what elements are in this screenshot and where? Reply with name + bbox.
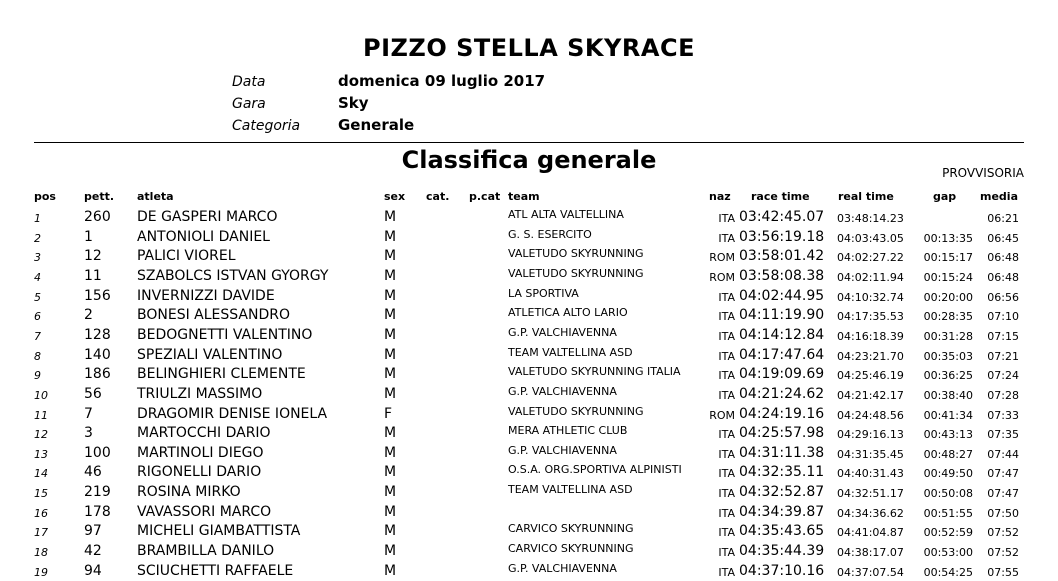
cell-team: G.P. VALCHIAVENNA	[508, 561, 617, 575]
cell-race: 04:17:47.64	[739, 346, 825, 363]
cell-media: 07:47	[987, 487, 1019, 501]
cell-athlete: ANTONIOLI DANIEL	[137, 228, 270, 245]
cell-naz: ITA	[718, 349, 735, 363]
cell-gap: 00:15:17	[923, 251, 973, 265]
cell-gap: 00:53:00	[923, 546, 973, 560]
cell-real: 04:41:04.87	[837, 526, 904, 540]
cell-media: 07:47	[987, 467, 1019, 481]
cell-naz: ITA	[718, 447, 735, 461]
cell-race: 04:19:09.69	[739, 366, 825, 383]
cell-sex: M	[384, 562, 397, 579]
cell-pos: 16	[34, 506, 48, 520]
cell-real: 04:03:43.05	[837, 231, 904, 245]
cell-sex: M	[384, 287, 397, 304]
cell-pos: 14	[34, 467, 48, 481]
cell-race: 04:35:44.39	[739, 543, 825, 560]
cell-gap: 00:28:35	[923, 310, 973, 324]
cell-bib: 100	[84, 444, 111, 461]
cell-athlete: BONESI ALESSANDRO	[137, 307, 290, 324]
cell-media: 06:21	[987, 212, 1019, 225]
cell-pos: 5	[34, 290, 41, 304]
cell-real: 04:32:51.17	[837, 487, 904, 501]
cell-athlete: BELINGHIERI CLEMENTE	[137, 366, 306, 383]
table-row	[0, 405, 1058, 424]
cell-gap: 00:31:28	[923, 329, 973, 343]
info-value-gara: Sky	[338, 94, 369, 112]
col-athlete: atleta	[137, 190, 174, 203]
cell-bib: 178	[84, 503, 111, 520]
info-label-gara: Gara	[232, 96, 266, 112]
cell-race: 04:32:52.87	[739, 484, 825, 501]
cell-gap: 00:51:55	[923, 506, 973, 520]
cell-bib: 42	[84, 543, 102, 560]
cell-naz: ITA	[718, 290, 735, 304]
cell-bib: 94	[84, 562, 102, 579]
cell-race: 04:34:39.87	[739, 503, 825, 520]
cell-pos: 9	[34, 369, 41, 383]
cell-naz: ITA	[718, 506, 735, 520]
cell-pos: 18	[34, 546, 48, 560]
cell-race: 04:14:12.84	[739, 326, 825, 343]
cell-bib: 56	[84, 385, 102, 402]
cell-athlete: RIGONELLI DARIO	[137, 464, 262, 481]
cell-pos: 12	[34, 428, 48, 442]
cell-sex: M	[384, 385, 397, 402]
cell-gap: 00:35:03	[923, 349, 973, 363]
cell-real: 04:38:17.07	[837, 546, 904, 560]
cell-sex: M	[384, 248, 397, 265]
cell-race: 04:31:11.38	[739, 444, 825, 461]
table-row	[0, 483, 1058, 502]
table-row	[0, 444, 1058, 463]
cell-media: 07:44	[987, 447, 1019, 461]
cell-gap: 00:38:40	[923, 388, 973, 402]
cell-naz: ITA	[718, 329, 735, 343]
col-media: media	[980, 190, 1018, 203]
cell-bib: 46	[84, 464, 102, 481]
cell-bib: 128	[84, 326, 111, 343]
table-row	[0, 542, 1058, 561]
ranking-title: Classifica generale	[401, 146, 657, 174]
col-sex: sex	[384, 190, 406, 203]
cell-gap: 00:48:27	[923, 447, 973, 461]
cell-team: TEAM VALTELLINA ASD	[508, 483, 633, 497]
cell-pos: 10	[34, 388, 48, 402]
cell-team: ATL ALTA VALTELLINA	[508, 208, 624, 221]
table-row	[0, 208, 1058, 227]
cell-sex: M	[384, 346, 397, 363]
cell-media: 07:52	[987, 546, 1019, 560]
cell-sex: M	[384, 366, 397, 383]
table-row	[0, 522, 1058, 541]
cell-bib: 156	[84, 287, 111, 304]
cell-media: 06:45	[987, 231, 1019, 245]
col-race: race time	[751, 190, 810, 203]
cell-gap: 00:52:59	[923, 526, 973, 540]
cell-sex: M	[384, 464, 397, 481]
col-gap: gap	[933, 190, 957, 203]
cell-team: VALETUDO SKYRUNNING	[508, 247, 644, 261]
cell-real: 04:02:11.94	[837, 270, 904, 284]
cell-sex: M	[384, 444, 397, 461]
cell-media: 07:15	[987, 329, 1019, 343]
cell-gap: 00:43:13	[923, 428, 973, 442]
info-label-categoria: Categoria	[232, 118, 301, 134]
cell-media: 07:52	[987, 526, 1019, 540]
cell-team: TEAM VALTELLINA ASD	[508, 345, 633, 359]
cell-athlete: INVERNIZZI DAVIDE	[137, 287, 275, 304]
cell-real: 04:23:21.70	[837, 349, 904, 363]
table-row	[0, 326, 1058, 345]
cell-naz: ITA	[718, 428, 735, 442]
cell-media: 06:48	[987, 270, 1019, 284]
cell-bib: 186	[84, 366, 111, 383]
cell-team: VALETUDO SKYRUNNING	[508, 404, 644, 418]
cell-sex: M	[384, 307, 397, 324]
cell-naz: ITA	[718, 546, 735, 560]
cell-gap: 00:36:25	[923, 369, 973, 383]
cell-race: 03:42:45.07	[739, 209, 825, 225]
cell-pos: 17	[34, 526, 48, 540]
cell-gap: 00:54:25	[923, 565, 973, 579]
cell-athlete: MARTOCCHI DARIO	[137, 425, 271, 442]
table-row	[0, 228, 1058, 247]
cell-athlete: SCIUCHETTI RAFFAELE	[137, 562, 294, 579]
cell-naz: ITA	[718, 388, 735, 402]
cell-naz: ITA	[718, 369, 735, 383]
cell-naz: ROM	[709, 251, 735, 265]
cell-media: 07:35	[987, 428, 1019, 442]
cell-gap: 00:15:24	[923, 270, 973, 284]
cell-team: VALETUDO SKYRUNNING	[508, 266, 644, 280]
cell-media: 07:10	[987, 310, 1019, 324]
cell-naz: ITA	[718, 487, 735, 501]
cell-naz: ITA	[718, 231, 735, 245]
cell-bib: 97	[84, 523, 102, 540]
cell-team: G. S. ESERCITO	[508, 227, 592, 241]
cell-pos: 7	[34, 329, 41, 343]
cell-gap: 00:41:34	[923, 408, 973, 422]
cell-gap: 00:49:50	[923, 467, 973, 481]
cell-real: 04:02:27.22	[837, 251, 904, 265]
cell-race: 04:11:19.90	[739, 307, 825, 324]
cell-team: G.P. VALCHIAVENNA	[508, 384, 617, 398]
cell-athlete: BRAMBILLA DANILO	[137, 543, 275, 560]
cell-real: 04:10:32.74	[837, 290, 904, 304]
cell-sex: M	[384, 523, 397, 540]
cell-bib: 7	[84, 405, 93, 422]
col-bib: pett.	[84, 190, 115, 203]
cell-real: 04:24:48.56	[837, 408, 904, 422]
cell-naz: ROM	[709, 408, 735, 422]
cell-sex: M	[384, 484, 397, 501]
cell-team: ATLETICA ALTO LARIO	[508, 306, 628, 320]
cell-sex: M	[384, 209, 397, 225]
cell-bib: 219	[84, 484, 111, 501]
table-row	[0, 346, 1058, 365]
cell-race: 04:02:44.95	[739, 287, 825, 304]
cell-naz: ITA	[718, 310, 735, 324]
cell-race: 03:58:01.42	[739, 248, 825, 265]
cell-gap: 00:13:35	[923, 231, 973, 245]
cell-athlete: DE GASPERI MARCO	[137, 209, 278, 225]
cell-team: CARVICO SKYRUNNING	[508, 542, 634, 556]
col-real: real time	[838, 190, 894, 203]
cell-media: 07:21	[987, 349, 1019, 363]
cell-pos: 1	[34, 212, 41, 225]
col-team: team	[508, 190, 540, 203]
cell-naz: ITA	[718, 212, 735, 225]
cell-pos: 15	[34, 487, 48, 501]
table-row	[0, 267, 1058, 286]
cell-naz: ROM	[709, 270, 735, 284]
cell-real: 04:34:36.62	[837, 506, 904, 520]
cell-pos: 6	[34, 310, 41, 324]
cell-team: G.P. VALCHIAVENNA	[508, 325, 617, 339]
cell-pos: 8	[34, 349, 41, 363]
cell-media: 07:24	[987, 369, 1019, 383]
cell-real: 04:17:35.53	[837, 310, 904, 324]
cell-team: G.P. VALCHIAVENNA	[508, 443, 617, 457]
cell-pos: 2	[34, 231, 41, 245]
cell-media: 07:50	[987, 506, 1019, 520]
cell-sex: M	[384, 228, 397, 245]
cell-media: 06:56	[987, 290, 1019, 304]
header-divider	[34, 142, 1024, 143]
table-row	[0, 503, 1058, 522]
cell-gap: 00:20:00	[923, 290, 973, 304]
cell-real: 04:37:07.54	[837, 565, 904, 579]
cell-bib: 12	[84, 248, 102, 265]
table-row	[0, 562, 1058, 581]
cell-real: 04:31:35.45	[837, 447, 904, 461]
cell-team: MERA ATHLETIC CLUB	[508, 424, 628, 438]
info-value-categoria: Generale	[338, 116, 415, 134]
table-row	[0, 424, 1058, 443]
cell-race: 03:56:19.18	[739, 228, 825, 245]
cell-pos: 19	[34, 565, 48, 579]
cell-athlete: DRAGOMIR DENISE IONELA	[137, 405, 328, 422]
cell-sex: M	[384, 267, 397, 284]
cell-team: CARVICO SKYRUNNING	[508, 522, 634, 536]
info-value-data: domenica 09 luglio 2017	[338, 72, 546, 90]
cell-real: 04:16:18.39	[837, 329, 904, 343]
col-naz: naz	[709, 190, 731, 203]
cell-sex: M	[384, 543, 397, 560]
table-row	[0, 247, 1058, 266]
cell-team: LA SPORTIVA	[508, 286, 579, 300]
cell-real: 04:40:31.43	[837, 467, 904, 481]
cell-media: 07:55	[987, 565, 1019, 579]
cell-sex: F	[384, 405, 393, 422]
cell-sex: M	[384, 503, 397, 520]
cell-athlete: MARTINOLI DIEGO	[137, 444, 264, 461]
cell-bib: 11	[84, 267, 102, 284]
page-title: PIZZO STELLA SKYRACE	[363, 34, 695, 62]
cell-team: O.S.A. ORG.SPORTIVA ALPINISTI	[508, 463, 682, 477]
cell-team: VALETUDO SKYRUNNING ITALIA	[508, 365, 681, 379]
cell-sex: M	[384, 425, 397, 442]
cell-bib: 3	[84, 425, 93, 442]
info-label-data: Data	[232, 74, 266, 90]
cell-sex: M	[384, 326, 397, 343]
col-pos: pos	[34, 190, 56, 203]
cell-real: 04:29:16.13	[837, 428, 904, 442]
cell-real: 03:48:14.23	[837, 212, 904, 225]
cell-race: 04:32:35.11	[739, 464, 825, 481]
cell-athlete: SPEZIALI VALENTINO	[137, 346, 283, 363]
table-row	[0, 306, 1058, 325]
cell-athlete: TRIULZI MASSIMO	[137, 385, 263, 402]
cell-athlete: SZABOLCS ISTVAN GYORGY	[137, 267, 329, 284]
col-pcat: p.cat	[469, 190, 501, 203]
cell-bib: 1	[84, 228, 93, 245]
cell-race: 04:25:57.98	[739, 425, 825, 442]
table-row	[0, 385, 1058, 404]
cell-athlete: MICHELI GIAMBATTISTA	[137, 523, 301, 540]
cell-bib: 2	[84, 307, 93, 324]
cell-athlete: PALICI VIOREL	[137, 248, 236, 265]
cell-media: 07:33	[987, 408, 1019, 422]
cell-pos: 4	[34, 270, 41, 284]
cell-media: 06:48	[987, 251, 1019, 265]
cell-pos: 3	[34, 251, 41, 265]
status-label: PROVVISORIA	[942, 166, 1024, 180]
cell-bib: 140	[84, 346, 111, 363]
cell-pos: 11	[34, 408, 48, 422]
cell-naz: ITA	[718, 526, 735, 540]
table-row	[0, 287, 1058, 306]
cell-real: 04:25:46.19	[837, 369, 904, 383]
cell-gap: 00:50:08	[923, 487, 973, 501]
cell-race: 04:35:43.65	[739, 523, 825, 540]
cell-athlete: VAVASSORI MARCO	[137, 503, 272, 520]
cell-naz: ITA	[718, 467, 735, 481]
cell-naz: ITA	[718, 565, 735, 579]
table-row	[0, 365, 1058, 384]
cell-race: 04:21:24.62	[739, 385, 825, 402]
table-row	[0, 463, 1058, 482]
cell-bib: 260	[84, 209, 111, 225]
cell-pos: 13	[34, 447, 48, 461]
cell-race: 04:37:10.16	[739, 562, 825, 579]
cell-athlete: ROSINA MIRKO	[137, 484, 241, 501]
cell-real: 04:21:42.17	[837, 388, 904, 402]
cell-race: 04:24:19.16	[739, 405, 825, 422]
col-cat: cat.	[426, 190, 450, 203]
cell-athlete: BEDOGNETTI VALENTINO	[137, 326, 313, 343]
cell-media: 07:28	[987, 388, 1019, 402]
cell-race: 03:58:08.38	[739, 267, 825, 284]
